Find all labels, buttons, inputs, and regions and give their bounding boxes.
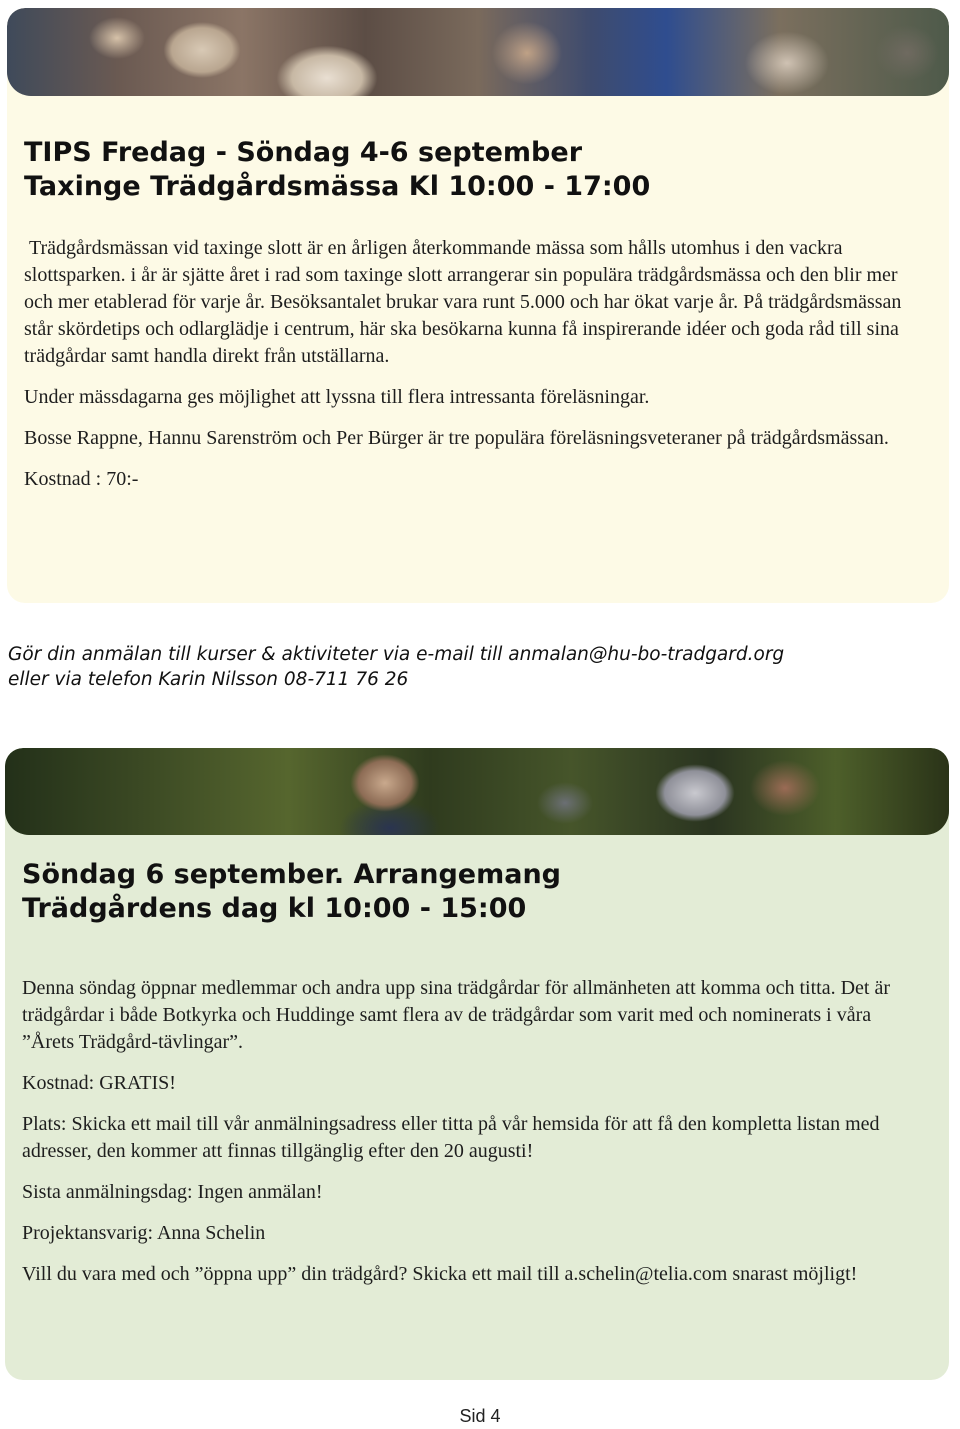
event-title-garden-day — [22, 858, 561, 926]
event-title-taxinge — [24, 136, 650, 204]
cost-text: Kostnad: GRATIS! — [22, 1072, 176, 1094]
page-number: Sid 4 — [459, 1406, 501, 1426]
event-title-line2: Trädgårdens dag kl 10:00 - 15:00 — [22, 893, 527, 924]
event-title-line1: Söndag 6 september. Arrangemang — [22, 859, 562, 890]
deadline-text: Sista anmälningsdag: Ingen anmälan! — [22, 1181, 323, 1203]
signup-email-line: Gör din anmälan till kurser & aktiviteter via e-mail till anmalan@hu-bo-tradgard.org — [8, 644, 785, 665]
cost-text: Kostnad : 70:- — [24, 468, 139, 490]
photo-garden-fair-visitors — [7, 8, 949, 96]
signup-phone-line: eller via telefon Karin Nilsson 08-711 76 26 — [8, 669, 409, 690]
project-lead-text: Projektansvarig: Anna Schelin — [22, 1222, 266, 1244]
photo-garden-visitors — [5, 748, 949, 835]
event-body-taxinge — [24, 235, 924, 507]
participate-paragraph: Vill du vara med och ”öppna upp” din trädgård? Skicka ett mail till a.schelin@telia.com snarast möjligt! — [22, 1263, 858, 1285]
lecturers-paragraph: Bosse Rappne, Hannu Sarenström och Per Bürger är tre populära föreläsningsveteraner på trädgårdsmässan. — [24, 427, 889, 449]
description-paragraph: Trädgårdsmässan vid taxinge slott är en årligen återkommande mässa som hålls utomhus i den vackra slottsparken. i år är sjätte året i rad som taxinge slott arrangerar sin populära trädgårdsmässa och den blir mer och mer etablerad för varje år. Besöksantalet brukar vara runt 5.000 och har ökat varje år. På trädgårdsmässan står skördetips och odlarglädje i centrum, här ska besökarna kunna få inspirerande idéer och goda råd till sina trädgårdar samt handla direkt från utställarna. — [24, 237, 902, 367]
signup-info — [8, 642, 784, 692]
description-paragraph: Denna söndag öppnar medlemmar och andra upp sina trädgårdar för allmänheten att komma och titta. Det är trädgårdar i både Botkyrka och Huddinge samt flera av de trädgårdar som varit med och nominerats i våra ”Årets Trädgård-tävlingar”. — [22, 977, 891, 1053]
location-paragraph: Plats: Skicka ett mail till vår anmälningsadress eller titta på vår hemsida för att få den kompletta listan med adresser, den kommer att finnas tillgänglig efter den 20 augusti! — [22, 1113, 880, 1162]
event-title-line1: TIPS Fredag - Söndag 4-6 september — [24, 137, 583, 168]
event-body-garden-day — [22, 975, 922, 1302]
lectures-paragraph: Under mässdagarna ges möjlighet att lyssna till flera intressanta föreläsningar. — [24, 386, 650, 408]
event-title-line2: Taxinge Trädgårdsmässa Kl 10:00 - 17:00 — [24, 171, 651, 202]
